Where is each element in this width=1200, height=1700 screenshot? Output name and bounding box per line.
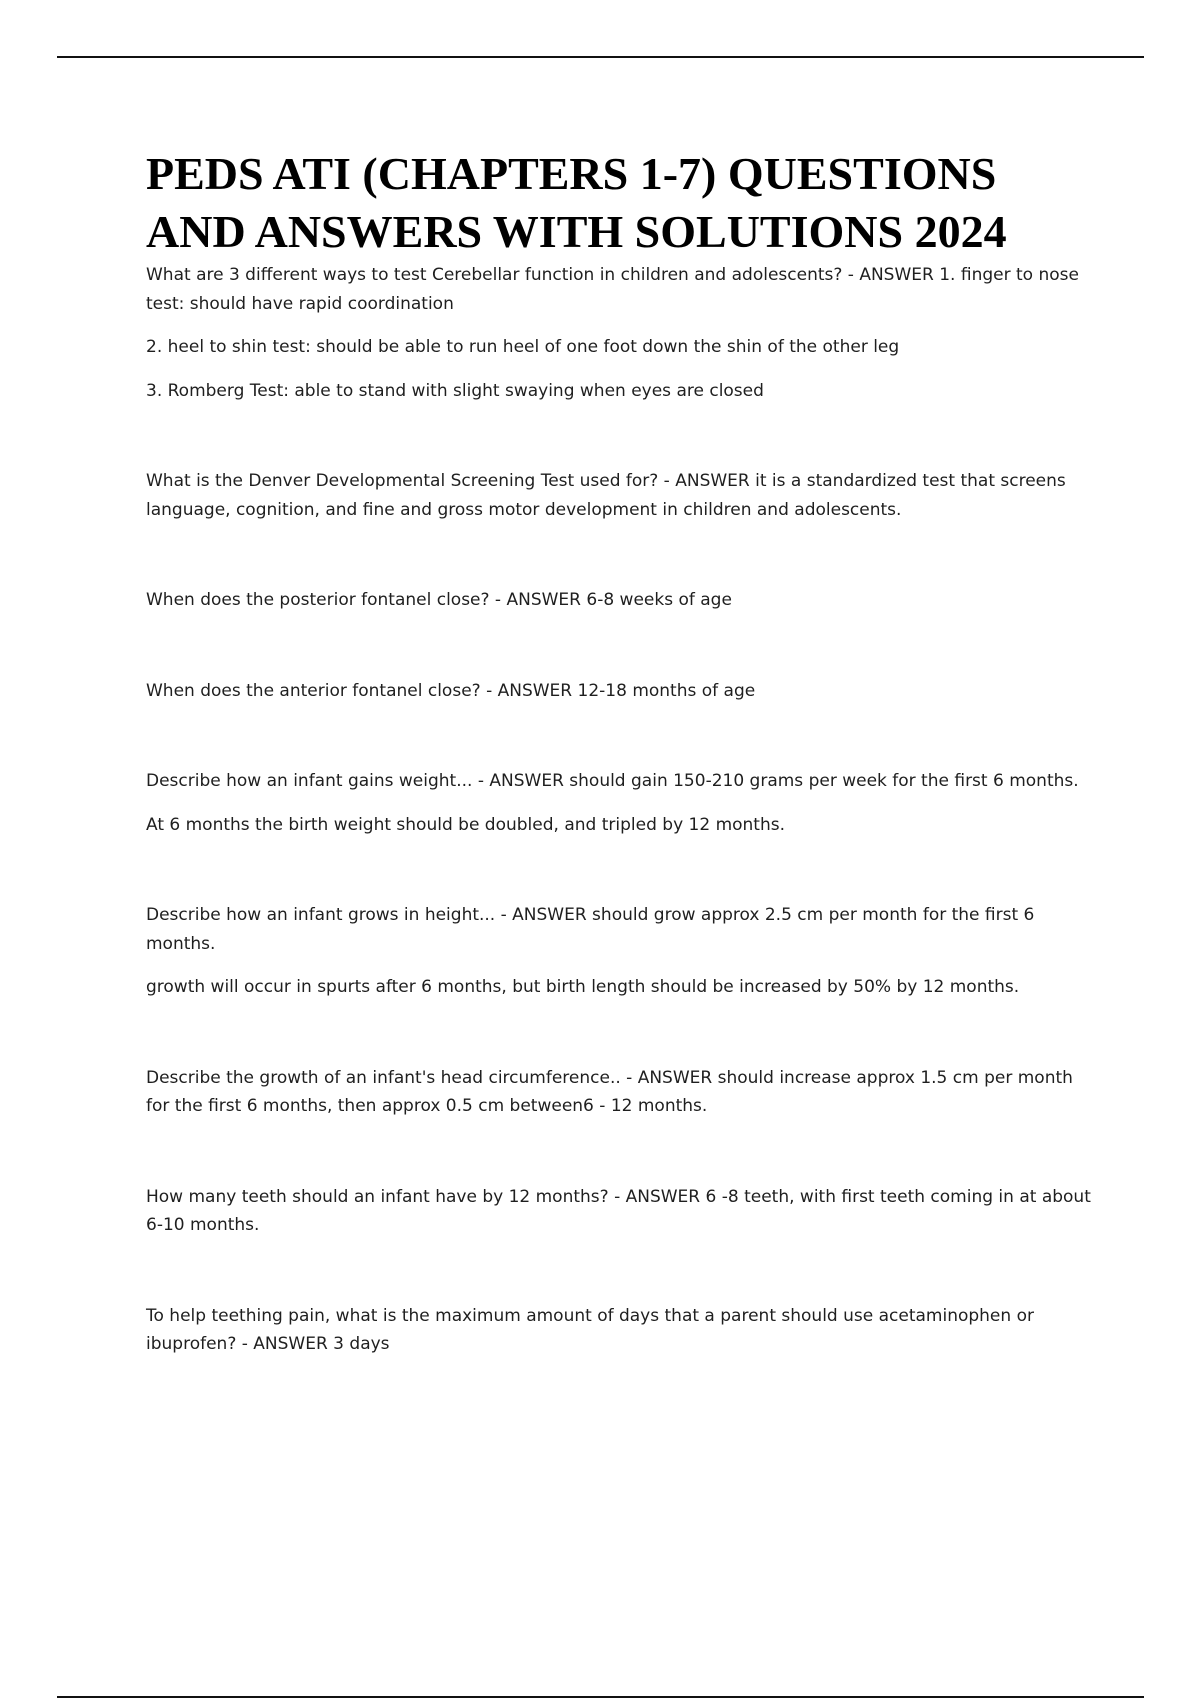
qa-paragraph: growth will occur in spurts after 6 months, but birth length should be increased by 50% by 12 months. [146, 977, 1020, 997]
top-divider [57, 56, 1144, 58]
bottom-divider [57, 1696, 1144, 1698]
qa-paragraph: When does the anterior fontanel close? - ANSWER 12-18 months of age [146, 680, 756, 701]
qa-block-1 [146, 261, 1091, 405]
qa-paragraph: 2. heel to shin test: should be able to run heel of one foot down the shin of the other leg [146, 337, 900, 357]
qa-block-6 [146, 901, 1091, 1002]
document-body [146, 145, 1091, 1359]
qa-paragraph: 3. Romberg Test: able to stand with slight swaying when eyes are closed [146, 380, 764, 401]
qa-paragraph: Describe the growth of an infant's head circumference.. - ANSWER should increase approx 1.5 cm per month for the first 6 months, then approx 0.5 cm between6 - 12 months. [146, 1067, 1073, 1116]
qa-paragraph: What is the Denver Developmental Screening Test used for? - ANSWER it is a standardized test that screens language, cognition, and fine and gross motor development in children and adolescents. [146, 471, 1066, 520]
qa-block-2 [146, 467, 1091, 524]
qa-block-4 [146, 677, 1091, 706]
qa-paragraph: Describe how an infant gains weight... - ANSWER should gain 150-210 grams per week for the first 6 months. [146, 771, 1079, 791]
qa-paragraph: At 6 months the birth weight should be doubled, and tripled by 12 months. [146, 814, 786, 835]
qa-block-8 [146, 1183, 1091, 1240]
qa-block-9 [146, 1302, 1091, 1359]
qa-block-7 [146, 1064, 1091, 1121]
qa-paragraph: What are 3 different ways to test Cerebellar function in children and adolescents? - ANSWER 1. finger to nose test: should have rapid coordination [146, 265, 1079, 314]
qa-block-5 [146, 767, 1091, 839]
qa-paragraph: To help teething pain, what is the maximum amount of days that a parent should use acetaminophen or ibuprofen? - ANSWER 3 days [146, 1305, 1034, 1354]
qa-paragraph: How many teeth should an infant have by 12 months? - ANSWER 6 -8 teeth, with first teeth coming in at about 6-10 months. [146, 1186, 1091, 1235]
qa-paragraph: When does the posterior fontanel close? - ANSWER 6-8 weeks of age [146, 590, 732, 610]
document-title: PEDS ATI (CHAPTERS 1-7) QUESTIONS AND ANSWERS WITH SOLUTIONS 2024 [146, 148, 1007, 257]
qa-paragraph: Describe how an infant grows in height... - ANSWER should grow approx 2.5 cm per month for the first 6 months. [146, 905, 1035, 954]
qa-block-3 [146, 586, 1091, 615]
